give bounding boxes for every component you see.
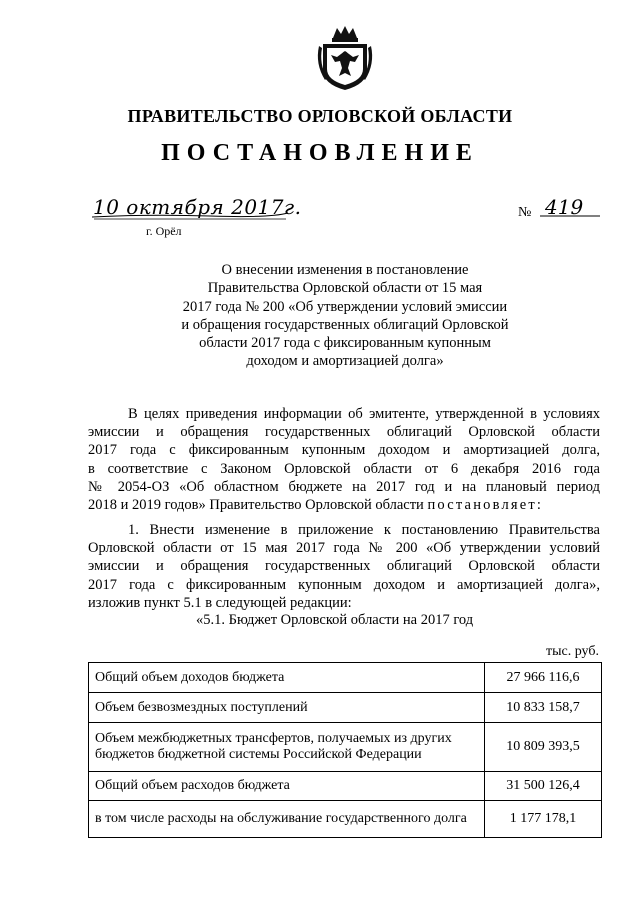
table-cell-value: 1 177 178,1 [485, 801, 602, 838]
number-sign: № [518, 205, 532, 220]
subject-line: 2017 года № 200 «Об утверждении условий эмиссии [182, 298, 508, 315]
preamble-line: В целях приведения информации об эмитенте, утвержденной в условиях [128, 406, 600, 422]
clause-line: изложив пункт 5.1 в следующей редакции: [88, 594, 352, 611]
preamble-line: в соответствие с Законом Орловской области от 6 декабря 2016 года [88, 460, 600, 477]
preamble-line: № 2054-ОЗ «Об областном бюджете на 2017 год и на плановый период [88, 478, 600, 495]
table-cell-label: Общий объем расходов бюджета [89, 772, 485, 801]
coat-of-arms-icon [315, 24, 375, 92]
preamble-line: 2018 и 2019 годов» Правительство Орловской области [88, 497, 424, 514]
preamble-line: эмиссии и обращения государственных облигаций Орловской области [88, 424, 600, 441]
table-cell-value: 10 833 158,7 [485, 693, 602, 723]
table-cell-label: Объем безвозмездных поступлений [89, 693, 485, 723]
clause-line: эмиссии и обращения государственных облигаций Орловской области [88, 558, 600, 575]
subject-line: Правительства Орловской области от 15 мая [207, 280, 483, 297]
preamble-line: 2017 года с фиксированным купонным доходом и амортизацией долга, [88, 442, 600, 459]
budget-table [88, 662, 602, 838]
table-cell-value: 31 500 126,4 [485, 772, 602, 801]
number-underline [540, 215, 600, 217]
table-cell-label: Объем межбюджетных трансфертов, получаемых из других бюджетов бюджетной системы Российской Федерации [89, 723, 485, 772]
subject-line: и обращения государственных облигаций Орловской [181, 316, 509, 333]
units-label: тыс. руб. [546, 644, 599, 659]
subject-line: О внесении изменения в постановление [221, 262, 469, 278]
table-row [89, 693, 602, 723]
document-subject [150, 261, 540, 371]
subject-line: доходом и амортизацией долга» [246, 353, 444, 370]
clause-line: 1. Внести изменение в приложение к постановлению Правительства [128, 522, 600, 538]
table-cell-value: 27 966 116,6 [485, 663, 602, 693]
city-label: г. Орёл [146, 224, 182, 238]
clause-1-paragraph [88, 521, 600, 612]
organization-title: ПРАВИТЕЛЬСТВО ОРЛОВСКОЙ ОБЛАСТИ [127, 106, 513, 126]
table-row [89, 772, 602, 801]
table-cell-label: Общий объем доходов бюджета [89, 663, 485, 693]
table-cell-value: 10 809 393,5 [485, 723, 602, 772]
clause-line: 2017 года с фиксированным купонным доходом и амортизацией долга», [88, 576, 600, 593]
document-type-title: ПОСТАНОВЛЕНИЕ [161, 140, 479, 166]
table-row [89, 801, 602, 838]
handwritten-date: 10 октября 2017г. [93, 195, 302, 219]
quote-heading: «5.1. Бюджет Орловской области на 2017 год [196, 612, 474, 628]
handwritten-number: 419 [545, 195, 584, 219]
table-cell-label: в том числе расходы на обслуживание государственного долга [89, 801, 485, 838]
table-row [89, 723, 602, 772]
preamble-paragraph [88, 405, 600, 514]
subject-line: области 2017 года с фиксированным купонным [199, 335, 491, 352]
decree-word: постановляет: [427, 497, 544, 514]
table-row [89, 663, 602, 693]
clause-line: Орловской области от 15 мая 2017 года № 200 «Об утверждении условий [88, 540, 600, 557]
preamble-last-line [88, 496, 600, 514]
